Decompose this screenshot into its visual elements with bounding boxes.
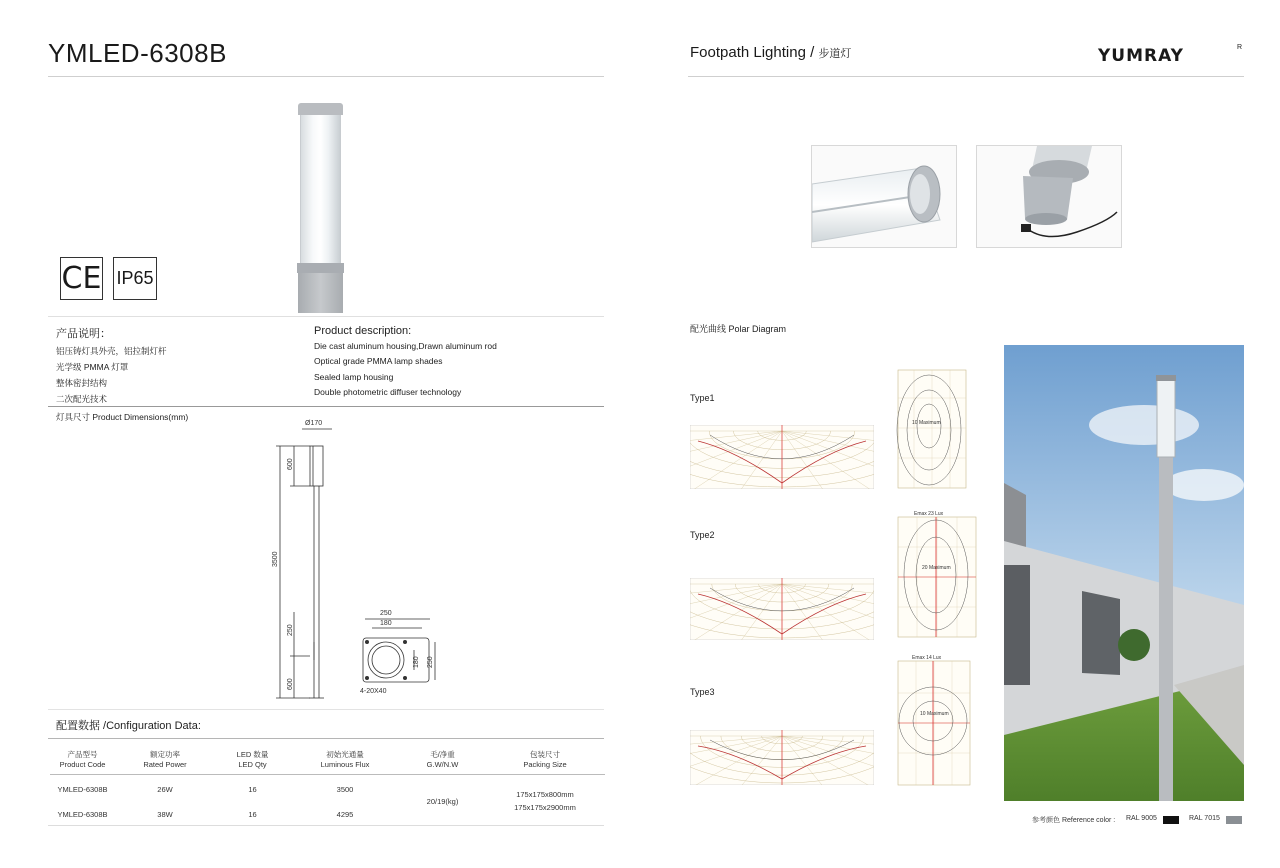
col-en: Packing Size	[523, 759, 567, 769]
isolux-header: Emax 23 Lux	[914, 511, 944, 517]
col-cn: 初始光通量	[326, 749, 364, 759]
lamp-ring	[297, 263, 344, 273]
ce-badge: CE	[60, 257, 103, 300]
desc-en-heading: Product description:	[314, 325, 412, 337]
table-row	[50, 776, 605, 802]
type1-label: Type1	[690, 393, 715, 403]
isolux-max-label: 10 Maximum	[920, 711, 949, 717]
dimensions-heading: 灯具尺寸 Product Dimensions(mm)	[56, 412, 189, 422]
dim-head-height: 600	[287, 458, 294, 470]
desc-cn-line: 光学级 PMMA 灯罩	[56, 362, 129, 372]
col-cn: 毛/净重	[430, 749, 455, 759]
desc-cn-heading: 产品说明：	[56, 328, 111, 340]
cell-code: YMLED-6308B	[57, 809, 108, 819]
cell-qty: 16	[248, 809, 257, 819]
col-cn: 额定功率	[150, 749, 180, 759]
dim-base: 600	[287, 678, 294, 690]
cell-power: 26W	[157, 784, 173, 794]
registered-mark: R	[1237, 44, 1243, 51]
polar-heading: 配光曲线 Polar Diagram	[690, 324, 787, 334]
dim-mid: 250	[287, 624, 294, 636]
cell-packing: 175x175x800mm	[516, 790, 574, 799]
detail-image-diffuser	[811, 145, 957, 248]
col-cn: 包装尺寸	[530, 749, 560, 759]
swatch-ral-9005	[1163, 816, 1179, 824]
model-title: YMLED-6308B	[48, 38, 227, 68]
swatch-ral-7015	[1226, 816, 1242, 824]
lamp-pole	[298, 273, 343, 313]
col-cn: 产品型号	[67, 749, 98, 759]
brand-logo: YUMRAY	[1098, 46, 1184, 66]
ip65-badge: IP65	[113, 257, 157, 300]
desc-en-line: Optical grade PMMA lamp shades	[314, 356, 443, 366]
cell-flux: 3500	[336, 784, 354, 794]
title-sep: /	[810, 44, 815, 61]
col-en: G.W/N.W	[426, 759, 459, 769]
lamp-diffuser	[300, 115, 341, 265]
isolux-chart-type2	[884, 511, 979, 645]
title-cn: 步道灯	[818, 48, 852, 60]
cell-flux: 4295	[336, 809, 354, 819]
polar-chart-type3	[690, 730, 874, 785]
dim-bolts: 4-20X40	[360, 688, 387, 695]
lamp-head	[298, 103, 343, 115]
dim-total-height: 3500	[272, 551, 279, 567]
config-table	[50, 744, 605, 826]
desc-en-line: Die cast aluminum housing,Drawn aluminum rod	[314, 341, 497, 351]
cell-code: YMLED-6308B	[57, 784, 108, 794]
cell-qty: 16	[248, 784, 257, 794]
isolux-chart-type1	[884, 368, 970, 496]
col-en: LED Qty	[238, 759, 267, 769]
dim-plate-outer: 250	[380, 610, 392, 617]
divider	[48, 709, 604, 710]
cell-power: 38W	[157, 809, 173, 819]
divider	[688, 76, 1244, 77]
desc-en-line: Sealed lamp housing	[314, 372, 394, 382]
dim-diameter: Ø170	[305, 420, 323, 427]
installation-photo	[1004, 345, 1244, 801]
col-en: Rated Power	[143, 759, 187, 769]
isolux-max-label: 10 Maximum	[912, 420, 941, 426]
divider	[48, 738, 604, 739]
polar-chart-type2	[690, 578, 874, 640]
polar-chart-type1	[690, 425, 874, 489]
dimension-drawing	[262, 412, 462, 707]
config-heading: 配置数据 /Configuration Data:	[56, 720, 201, 732]
col-cn: LED 数量	[236, 749, 269, 759]
divider	[48, 825, 604, 826]
isolux-header: Emax 14 Lux	[912, 655, 942, 661]
desc-cn-line: 铝压铸灯具外壳，铝拉制灯杆	[56, 346, 167, 356]
desc-cn-line: 整体密封结构	[56, 378, 108, 388]
divider	[48, 76, 604, 77]
desc-en-line: Double photometric diffuser technology	[314, 387, 462, 397]
reference-color-1: RAL 9005	[1126, 815, 1157, 822]
divider	[48, 406, 604, 407]
desc-cn-line: 二次配光技术	[56, 394, 108, 404]
divider	[48, 316, 604, 317]
page-title	[690, 44, 851, 61]
cell-weight: 20/19(kg)	[426, 796, 459, 806]
isolux-max-label: 20 Maximum	[922, 565, 951, 571]
dim-plate-side-outer: 250	[427, 656, 434, 668]
title-en: Footpath Lighting	[690, 44, 806, 61]
col-en: Luminous Flux	[320, 759, 370, 769]
reference-label: 参考颜色 Reference color :	[1032, 817, 1116, 824]
dim-plate-inner: 180	[380, 620, 392, 627]
cell-packing: 175x175x2900mm	[514, 803, 576, 812]
table-header-row	[50, 744, 605, 774]
type3-label: Type3	[690, 687, 715, 697]
col-en: Product Code	[59, 759, 106, 769]
isolux-chart-type3	[884, 653, 974, 791]
reference-color-2: RAL 7015	[1189, 815, 1220, 822]
detail-image-driver	[976, 145, 1122, 248]
dim-plate-side-inner: 180	[413, 656, 420, 668]
type2-label: Type2	[690, 530, 715, 540]
